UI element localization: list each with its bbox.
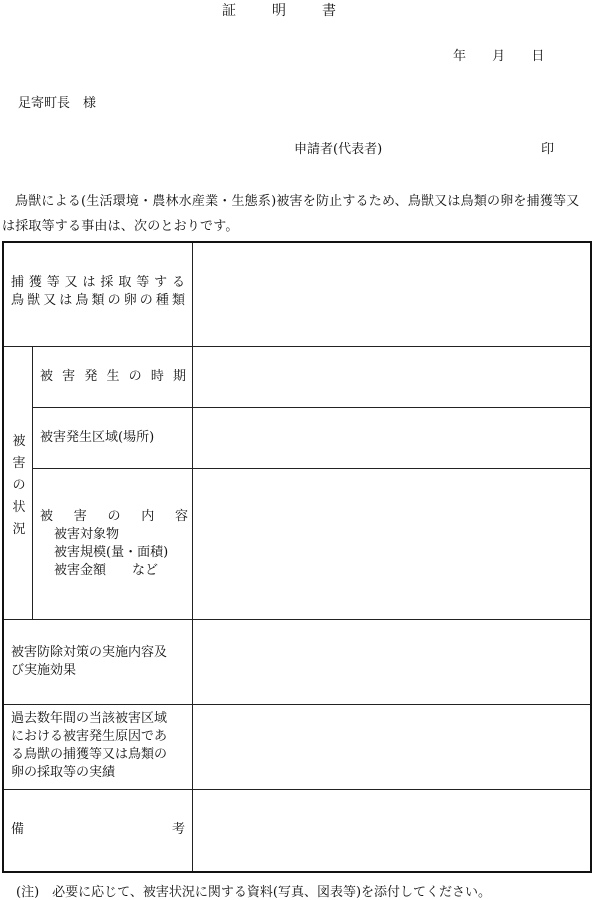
certificate-table [2,241,592,873]
species-label-line1: 捕獲等又は採取等する [11,275,185,290]
damage-content-sub: 被害対象物 [54,527,120,542]
row-line [4,619,590,620]
measures-label-line2: び実施効果 [11,663,77,678]
damage-timing-label: 被害発生の時期 [40,369,186,384]
history-label [11,710,189,782]
remarks-label [11,821,185,839]
damage-status-char: の [12,478,26,493]
date-month: 月 [492,49,506,64]
column-divider [192,243,193,871]
intro-paragraph: 鳥獣による(生活環境・農林水産業・生態系)被害を防止するため、鳥獣又は鳥類の卵を捕獲等又は採取等する事由は、次のとおりです。 [2,194,580,234]
damage-status-char: 状 [12,500,26,515]
recipient: 足寄町長 様 [18,96,97,111]
remarks-label-left: 備 [11,822,25,837]
damage-status-char: 害 [12,456,26,471]
row-line [32,468,590,469]
history-label-line: る鳥獣の捕獲等又は鳥類の [11,747,168,762]
document-title: 証明書 [222,3,372,19]
row-line [4,346,590,347]
species-label [11,274,185,310]
date-year: 年 [453,49,467,64]
footnote: (注) 必要に応じて、被害状況に関する資料(写真、図表等)を添付してください。 [16,885,492,900]
applicant-label: 申請者(代表者) [294,142,383,157]
date-day: 日 [531,49,545,64]
damage-content-title: 被害の内容 [40,509,188,524]
damage-group-divider [32,346,33,619]
seal-mark: 印 [541,142,555,157]
history-label-line: における被害発生原因であ [11,729,168,744]
history-label-line: 卵の採取等の実績 [11,765,116,780]
row-line [32,407,590,408]
remarks-label-right: 考 [171,822,185,837]
row-line [4,704,590,705]
damage-content-sub: 被害金額 など [54,563,159,578]
damage-area-label: 被害発生区域(場所) [40,430,155,445]
damage-status-char: 被 [12,434,26,449]
damage-status-label [10,431,28,541]
damage-content-sub: 被害規模(量・面積) [54,545,169,560]
damage-content-label [40,508,188,580]
row-line [4,789,590,790]
measures-label-line1: 被害防除対策の実施内容及 [11,645,168,660]
species-label-line2: 鳥獣又は鳥類の卵の種類 [11,293,185,308]
measures-label [11,644,189,680]
history-label-line: 過去数年間の当該被害区域 [11,711,168,726]
date-line [453,45,544,64]
damage-status-char: 況 [12,522,26,537]
